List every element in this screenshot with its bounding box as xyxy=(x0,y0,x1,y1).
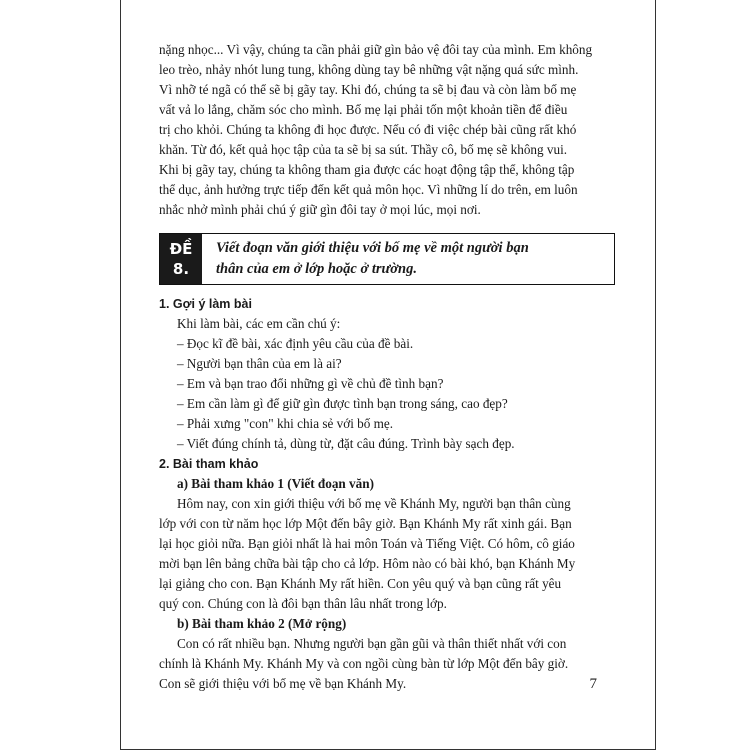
text-line: Con sẽ giới thiệu với bố mẹ về bạn Khánh My. xyxy=(159,676,407,691)
text-line: leo trèo, nhảy nhót lung tung, không dùng tay bê những vật nặng quá sức mình. xyxy=(159,62,579,77)
page-number: 7 xyxy=(589,676,597,692)
text-line: lại học giỏi nữa. Bạn giỏi nhất là hai môn Toán và Tiếng Việt. Có hôm, cô giáo xyxy=(159,536,575,551)
exercise-title-line: Viết đoạn văn giới thiệu với bố mẹ về một người bạn xyxy=(216,240,529,256)
hint-item: – Đọc kĩ đề bài, xác định yêu cầu của đề bài. xyxy=(177,336,414,351)
reference-1-heading: a) Bài tham khảo 1 (Viết đoạn văn) xyxy=(177,476,374,491)
text-line: trị cho khỏi. Chúng ta không đi học được. Nếu có đi việc chép bài cũng rất khó xyxy=(159,122,577,137)
hint-item: – Người bạn thân của em là ai? xyxy=(177,356,342,371)
text-line: Vì nhỡ té ngã có thể sẽ bị gãy tay. Khi đó, chúng ta sẽ bị đau và còn làm bố mẹ xyxy=(159,82,577,97)
text-line: quý con. Chúng con là đôi bạn thân lâu nhất trong lớp. xyxy=(159,596,447,611)
reference-1-paragraph xyxy=(159,494,615,614)
text-line: khăn. Từ đó, kết quả học tập của ta sẽ bị sa sút. Thầy cô, bố mẹ sẽ không vui. xyxy=(159,142,568,157)
exercise-label-word: ĐỀ xyxy=(169,240,193,258)
hint-item: – Em và bạn trao đổi những gì về chủ đề tình bạn? xyxy=(177,376,444,391)
text-line: lại giảng cho con. Bạn Khánh My rất hiền. Con yêu quý và bạn cũng rất yêu xyxy=(159,576,562,591)
exercise-label-number: 8. xyxy=(172,260,190,278)
hint-item: – Phải xưng "con" khi chia sẻ với bố mẹ. xyxy=(177,416,394,431)
intro-paragraph xyxy=(159,40,615,220)
hint-item: – Em cần làm gì để giữ gìn được tình bạn trong sáng, cao đẹp? xyxy=(177,396,508,411)
text-line: chính là Khánh My. Khánh My và con ngồi cùng bàn từ lớp Một đến bây giờ. xyxy=(159,656,569,671)
page-content xyxy=(159,40,615,694)
text-line: thể dục, ảnh hưởng trực tiếp đến kết quả môn học. Vì những lí do trên, em luôn xyxy=(159,182,578,197)
exercise-title-box xyxy=(159,233,615,285)
text-line: nặng nhọc... Vì vậy, chúng ta cần phải giữ gìn bảo vệ đôi tay của mình. Em không xyxy=(159,42,593,57)
text-line: nhắc nhở mình phải chú ý giữ gìn đôi tay ở mọi lúc, mọi nơi. xyxy=(159,202,481,217)
exercise-label xyxy=(160,234,202,284)
section-heading-hints: 1. Gợi ý làm bài xyxy=(159,297,252,311)
reference-2-paragraph xyxy=(159,634,615,694)
hint-lead: Khi làm bài, các em cần chú ý: xyxy=(177,316,341,331)
text-line: mời bạn lên bảng chữa bài tập cho cả lớp. Hôm nào có bài khó, bạn Khánh My xyxy=(159,556,576,571)
exercise-title-line: thân của em ở lớp hoặc ở trường. xyxy=(216,261,417,277)
text-line: Con có rất nhiều bạn. Nhưng người bạn gần gũi và thân thiết nhất với con xyxy=(177,636,567,651)
text-line: Khi bị gãy tay, chúng ta không tham gia được các hoạt động tập thể, không tập xyxy=(159,162,575,177)
text-line: Hôm nay, con xin giới thiệu với bố mẹ về Khánh My, người bạn thân cùng xyxy=(177,496,571,511)
exercise-title xyxy=(202,234,614,284)
reference-2-heading: b) Bài tham khảo 2 (Mở rộng) xyxy=(177,616,347,631)
book-page xyxy=(120,0,656,750)
section-heading-references: 2. Bài tham khảo xyxy=(159,457,259,471)
text-line: vất vả lo lắng, chăm sóc cho mình. Bố mẹ lại phải tốn một khoản tiền để điều xyxy=(159,102,568,117)
hint-item: – Viết đúng chính tả, dùng từ, đặt câu đúng. Trình bày sạch đẹp. xyxy=(177,436,515,451)
text-line: lớp với con từ năm học lớp Một đến bây giờ. Bạn Khánh My rất xinh gái. Bạn xyxy=(159,516,572,531)
